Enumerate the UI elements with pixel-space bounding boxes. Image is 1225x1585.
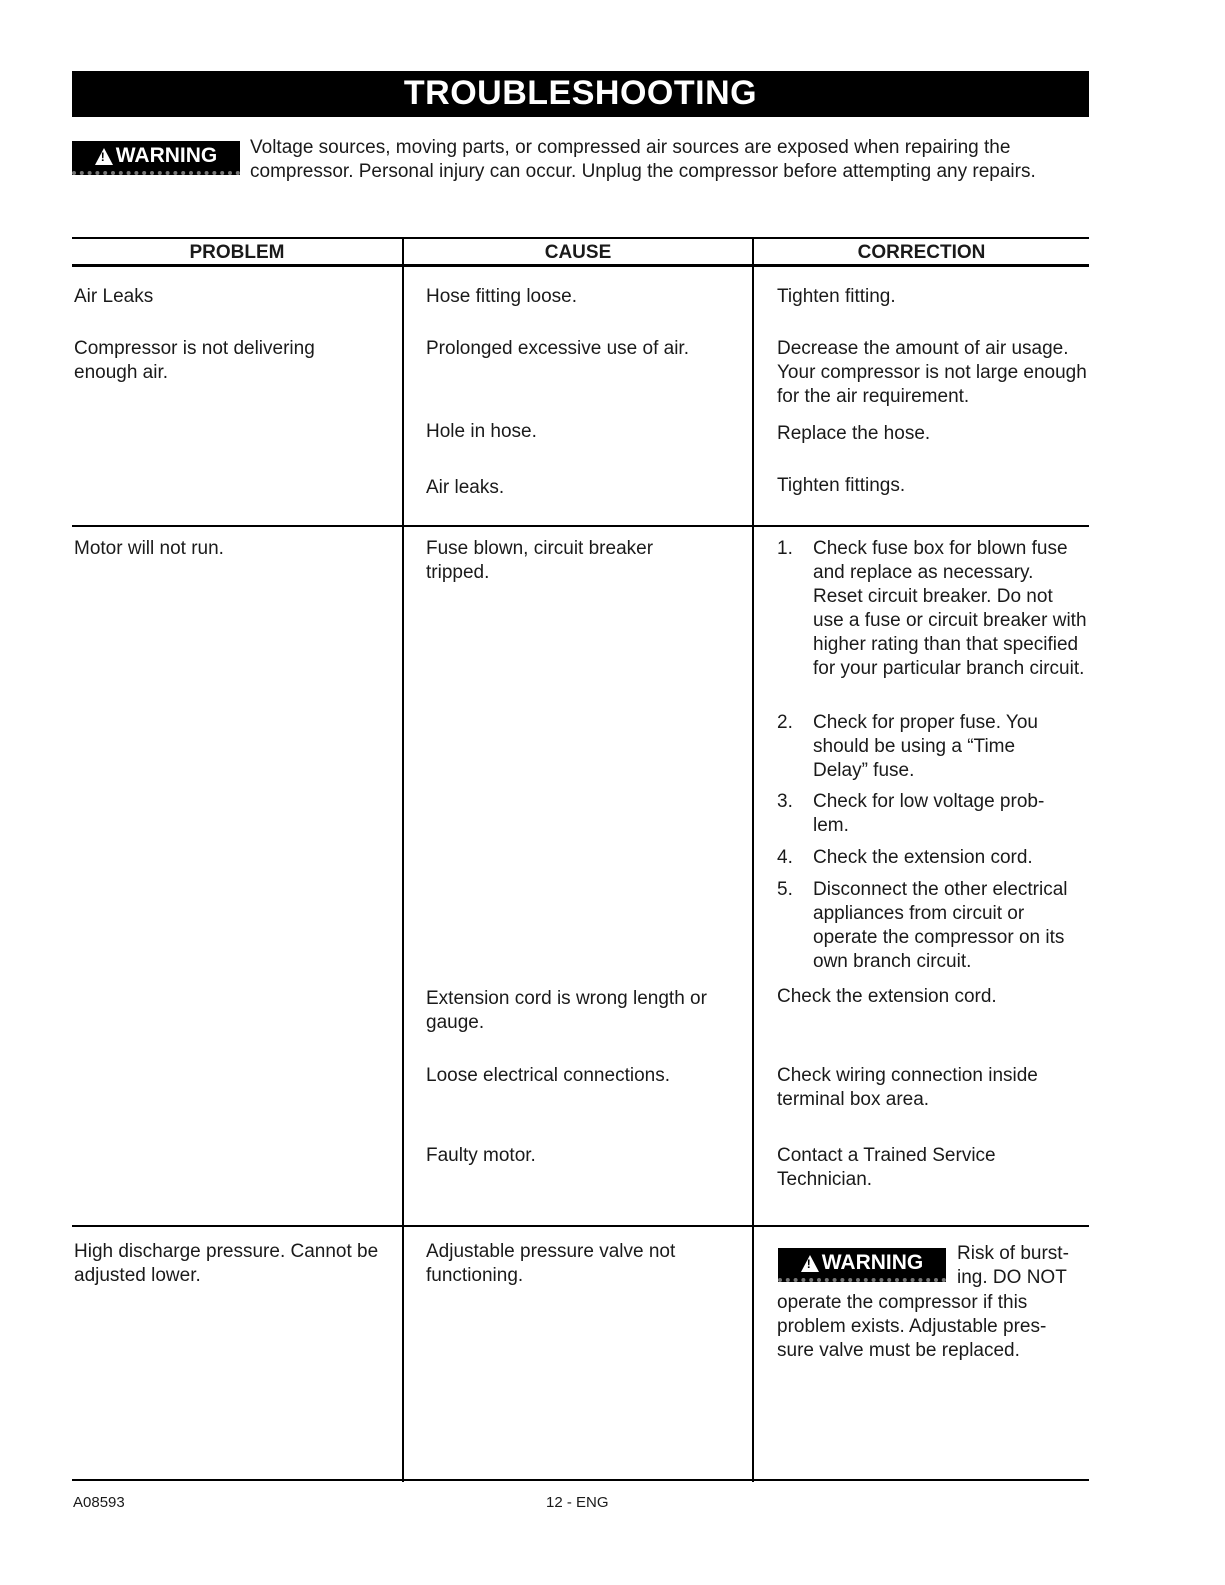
page-title: TROUBLESHOOTING bbox=[72, 71, 1089, 117]
correction-decrease-usage: Decrease the amount of air usage. Your compressor is not large enough for the air requirement. bbox=[777, 338, 1087, 407]
warning-badge-burst bbox=[778, 1248, 946, 1282]
step-text: Disconnect the other electrical appliances from circuit or operate the compressor on its own branch circuit. bbox=[813, 879, 1068, 972]
cause-extension-cord: Extension cord is wrong length or gauge. bbox=[426, 988, 707, 1033]
correction-contact-technician: Contact a Trained Service Technician. bbox=[777, 1145, 996, 1190]
correction-check-wiring: Check wiring connection inside terminal box area. bbox=[777, 1065, 1038, 1110]
warning-badge-label: WARNING bbox=[115, 144, 218, 167]
cause-pressure-valve: Adjustable pressure valve not functioning. bbox=[426, 1241, 676, 1286]
footer-page: 12 - ENG bbox=[546, 1494, 609, 1511]
step-number: 4. bbox=[777, 847, 793, 868]
table-top-rule bbox=[72, 237, 1089, 239]
header-cause: CAUSE bbox=[544, 242, 612, 263]
step-text: Check for proper fuse. You should be using a “Time Delay” fuse. bbox=[813, 712, 1038, 781]
step-number: 1. bbox=[777, 538, 793, 559]
cause-prolonged-use: Prolonged excessive use of air. bbox=[426, 338, 689, 359]
correction-tighten-fittings: Tighten fittings. bbox=[777, 475, 906, 496]
warning-triangle-icon bbox=[801, 1255, 819, 1272]
cause-hole-in-hose: Hole in hose. bbox=[426, 421, 537, 442]
header-correction: CORRECTION bbox=[857, 242, 986, 263]
step-number: 5. bbox=[777, 879, 793, 900]
warning-burst-text-a: Risk of burst- ing. DO NOT bbox=[957, 1243, 1069, 1288]
footer-code: A08593 bbox=[73, 1494, 125, 1511]
step-text: Check the extension cord. bbox=[813, 847, 1033, 868]
problem-not-delivering: Compressor is not delivering enough air. bbox=[74, 338, 315, 383]
cause-loose-connections: Loose electrical connections. bbox=[426, 1065, 670, 1086]
step-text: Check for low voltage prob- lem. bbox=[813, 791, 1045, 836]
problem-air-leaks: Air Leaks bbox=[74, 286, 154, 307]
warning-triangle-icon bbox=[95, 148, 113, 165]
correction-check-extension-cord: Check the extension cord. bbox=[777, 986, 997, 1007]
correction-tighten-fitting: Tighten fitting. bbox=[777, 286, 896, 307]
column-divider-2 bbox=[752, 237, 754, 1482]
table-bottom-rule bbox=[72, 1479, 1089, 1481]
header-problem: PROBLEM bbox=[189, 242, 285, 263]
cause-fuse-blown: Fuse blown, circuit breaker tripped. bbox=[426, 538, 654, 583]
warning-badge-label: WARNING bbox=[821, 1251, 924, 1274]
problem-motor-not-run: Motor will not run. bbox=[74, 538, 224, 559]
step-text: Check fuse box for blown fuse and replace as necessary. Reset circuit breaker. Do not use a fuse or circuit breaker with higher rating than that specified for your particular branch circuit. bbox=[813, 538, 1087, 679]
warning-burst-text-b: operate the compressor if this problem exists. Adjustable pres- sure valve must be replaced. bbox=[777, 1292, 1047, 1361]
warning-text: Voltage sources, moving parts, or compressed air sources are exposed when repairing the compressor. Personal injury can occur. Unplug the compressor before attempting any repairs. bbox=[250, 137, 1036, 182]
cause-faulty-motor: Faulty motor. bbox=[426, 1145, 536, 1166]
step-number: 2. bbox=[777, 712, 793, 733]
column-divider-1 bbox=[402, 237, 404, 1482]
correction-replace-hose: Replace the hose. bbox=[777, 423, 931, 444]
cause-air-leaks: Air leaks. bbox=[426, 477, 505, 498]
warning-badge bbox=[72, 141, 240, 175]
section-rule-2 bbox=[72, 1225, 1089, 1227]
cause-hose-fitting: Hose fitting loose. bbox=[426, 286, 578, 307]
step-number: 3. bbox=[777, 791, 793, 812]
problem-high-discharge: High discharge pressure. Cannot be adjusted lower. bbox=[74, 1241, 379, 1286]
section-rule-1 bbox=[72, 525, 1089, 527]
